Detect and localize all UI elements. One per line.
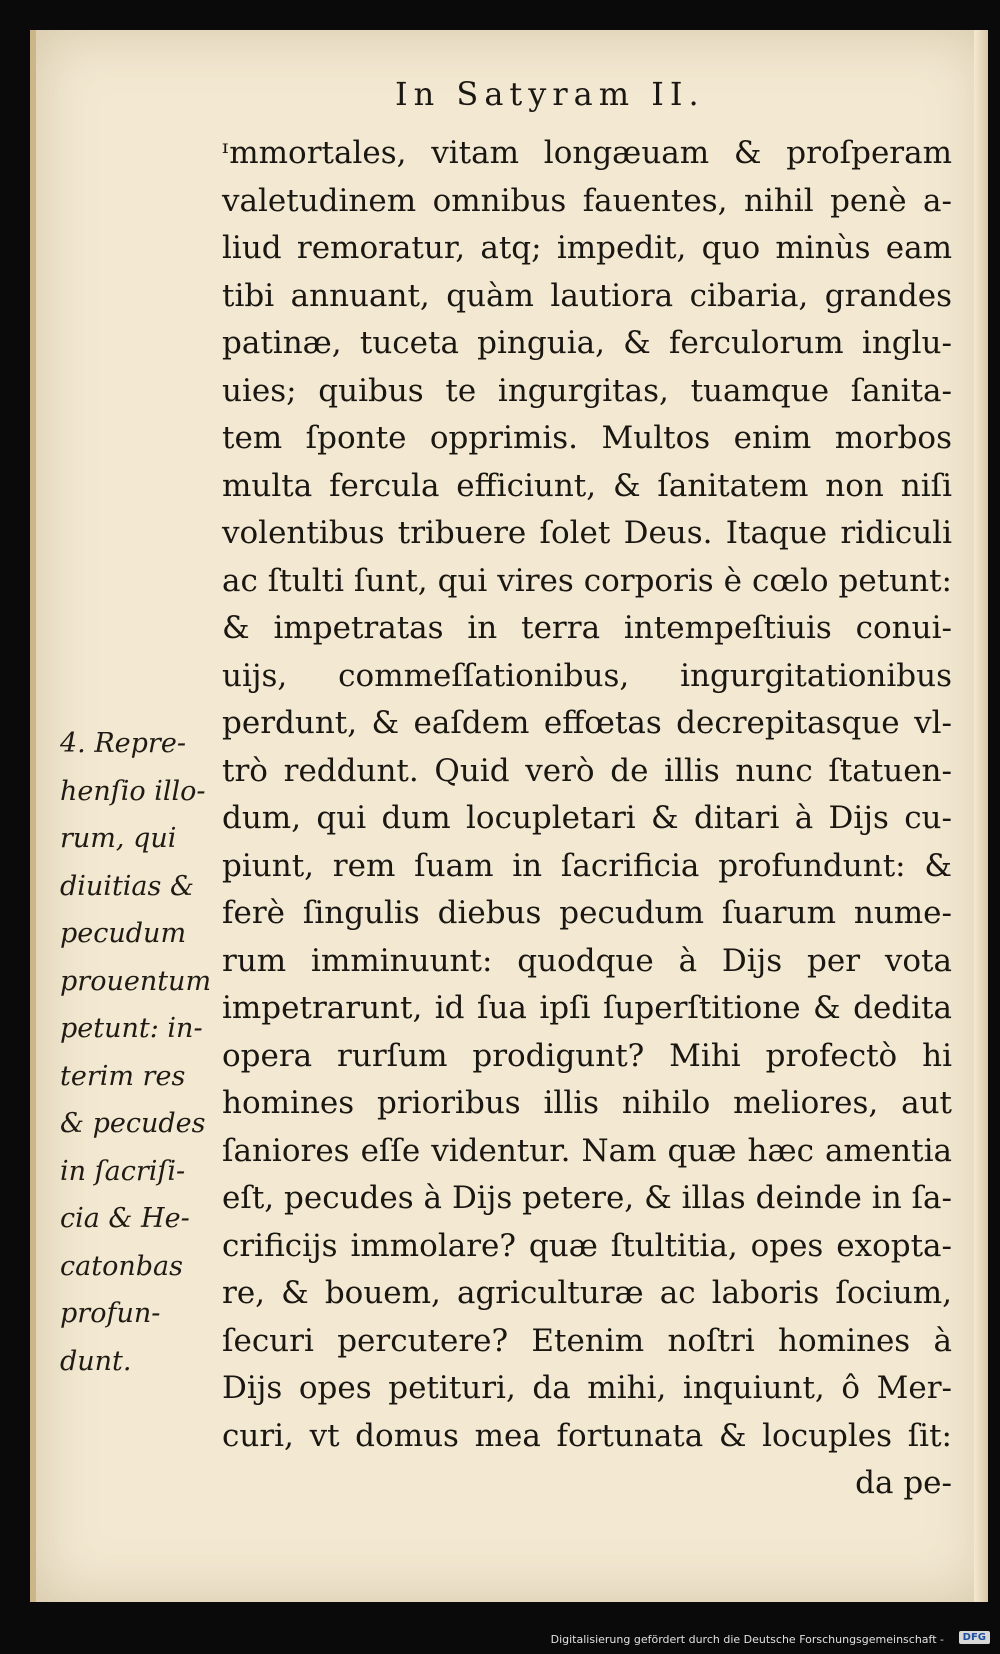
marginal-note bbox=[60, 720, 210, 1385]
marginal-note-line: dunt. bbox=[60, 1345, 132, 1377]
marginal-note-line: pecudum bbox=[60, 918, 187, 949]
marginal-note-line: in ſacriſi- bbox=[60, 1155, 186, 1187]
text-line: trò reddunt. Quid verò de illis nunc ſtatuen- bbox=[222, 752, 952, 789]
text-line: valetudinem omnibus fauentes, nihil penè a- bbox=[222, 182, 952, 219]
text-line: ᶦmmortales, vitam longæuam & proſperam bbox=[222, 135, 952, 171]
marginal-note-line: prouentum bbox=[60, 965, 212, 997]
text-line: eſt, pecudes à Dijs petere, & illas deinde in ſa- bbox=[222, 1180, 952, 1216]
text-line: tem ſponte opprimis. Multos enim morbos bbox=[222, 420, 952, 456]
marginal-note-line: rum, qui bbox=[60, 823, 177, 854]
dfg-logo-badge: DFG bbox=[959, 1631, 990, 1644]
marginal-note-line: cia & He- bbox=[60, 1203, 190, 1234]
text-line: rum imminuunt: quodque à Dijs per vota bbox=[222, 942, 952, 979]
text-line: ſaniores eſſe videntur. Nam quæ hæc amentia bbox=[222, 1132, 952, 1169]
running-head: In Satyram II. bbox=[395, 75, 705, 113]
marginal-note-line: terim res bbox=[60, 1060, 186, 1092]
page-edge bbox=[974, 30, 988, 1602]
text-line: dum, qui dum locupletari & ditari à Dijs cu- bbox=[222, 800, 952, 836]
text-line: curi, vt domus mea fortunata & locuples ſit: bbox=[222, 1417, 952, 1454]
text-line: re, & bouem, agriculturæ ac laboris ſocium, bbox=[222, 1275, 952, 1311]
marginal-note-line: diuitias & bbox=[60, 870, 194, 902]
text-line: perdunt, & eaſdem effœtas decrepitasque vl- bbox=[222, 705, 952, 741]
text-line: uijs, commeſſationibus, ingurgitationibus bbox=[222, 657, 952, 694]
marginal-note-line: & pecudes bbox=[60, 1108, 206, 1139]
marginal-note-line: 4. Repre- bbox=[60, 728, 186, 759]
catchword: da pe- bbox=[855, 1465, 952, 1501]
text-line: liud remoratur, atq; impedit, quo minùs eam bbox=[222, 230, 952, 266]
marginal-note-line: catonbas bbox=[60, 1250, 183, 1282]
text-line: crificijs immolare? quæ ſtultitia, opes exopta- bbox=[222, 1227, 952, 1264]
text-line: Dijs opes petituri, da mihi, inquiunt, ô Mer- bbox=[222, 1370, 952, 1406]
text-line: homines prioribus illis nihilo meliores, aut bbox=[222, 1085, 952, 1121]
text-line: tibi annuant, quàm lautiora cibaria, grandes bbox=[222, 277, 952, 314]
text-line: multa fercula efficiunt, & ſanitatem non niſi bbox=[222, 467, 952, 504]
text-line: & impetratas in terra intempeſtiuis conui- bbox=[222, 610, 952, 646]
text-line: opera rurſum prodigunt? Mihi profectò hi bbox=[222, 1037, 952, 1074]
text-line: ferè ſingulis diebus pecudum ſuarum nume- bbox=[222, 895, 952, 931]
digitization-credit: Digitalisierung gefördert durch die Deutsche Forschungsgemeinschaft - bbox=[550, 1633, 944, 1646]
text-line: uies; quibus te ingurgitas, tuamque ſanita- bbox=[222, 372, 952, 409]
text-line: patinæ, tuceta pinguia, & ferculorum inglu- bbox=[222, 325, 952, 361]
text-line: volentibus tribuere ſolet Deus. Itaque ridiculi bbox=[222, 515, 952, 551]
text-line: ſecuri percutere? Etenim noſtri homines à bbox=[222, 1322, 952, 1359]
text-line: ac ſtulti ſunt, qui vires corporis è cœlo petunt: bbox=[222, 562, 952, 599]
text-line: impetrarunt, id ſua ipſi ſuperſtitione & dedita bbox=[222, 990, 952, 1026]
marginal-note-line: petunt: in- bbox=[60, 1013, 203, 1044]
body-text bbox=[222, 130, 952, 1508]
text-line: piunt, rem ſuam in ſacrificia profundunt: & bbox=[222, 847, 952, 884]
marginal-note-line: profun- bbox=[60, 1298, 161, 1329]
marginal-note-line: henſio illo- bbox=[60, 775, 206, 807]
